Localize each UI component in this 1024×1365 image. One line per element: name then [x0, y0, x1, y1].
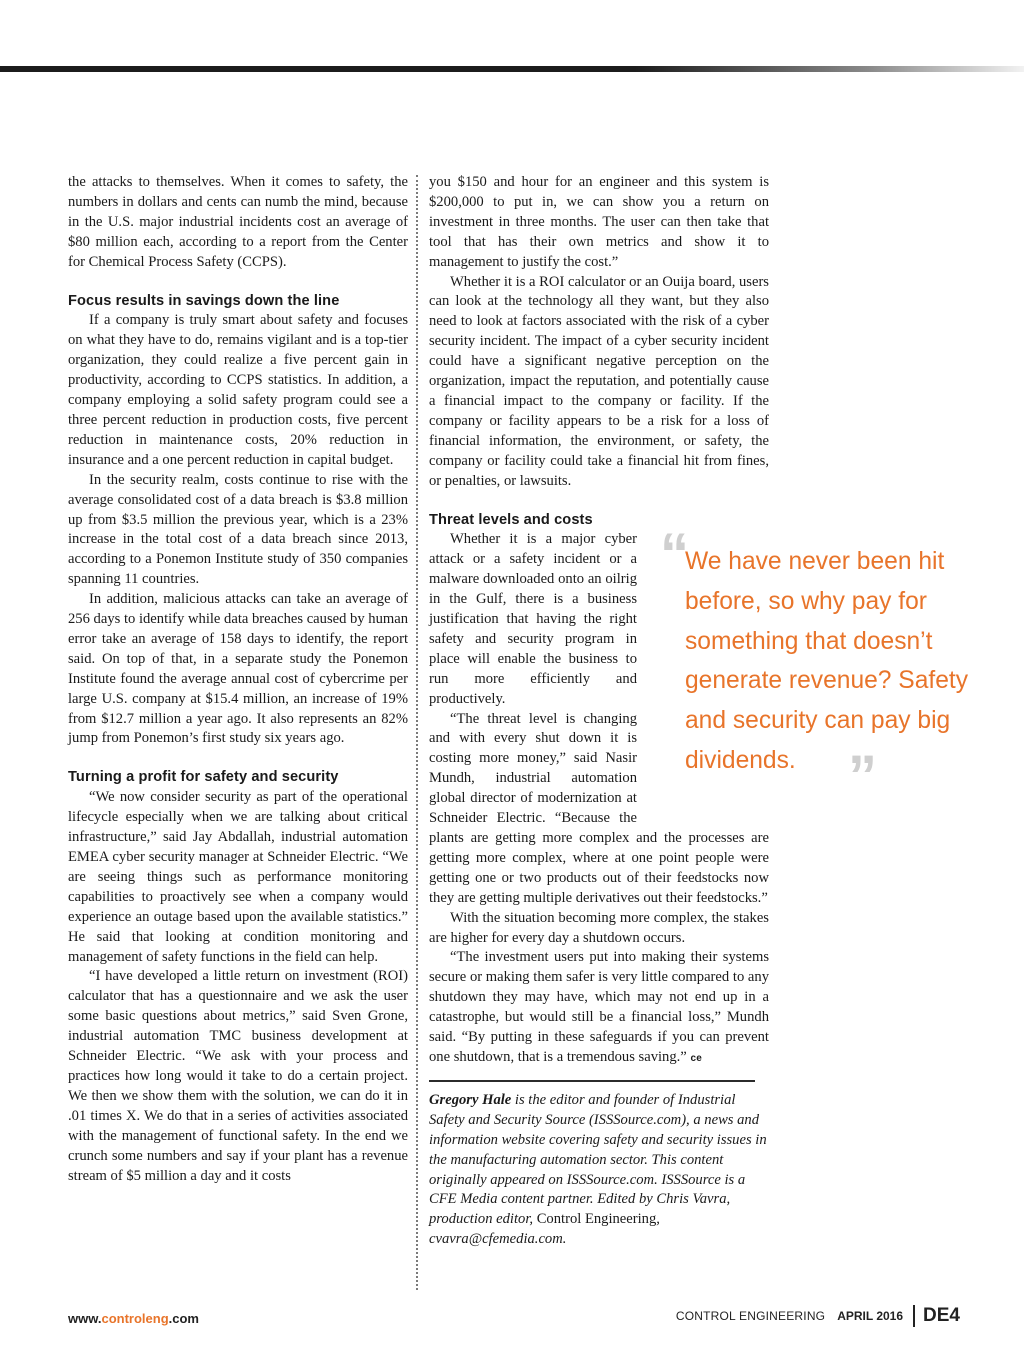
paragraph: In addition, malicious attacks can take an average of 256 days to identify while data breaches caused by human error take an average of 158 days to identify, the report said. On top of that, in a separate study the Ponemon Institute found the average annual cost of cybercrime per large U.S. company at $15.4 million, an increase of 19% from $12.7 million a year ago. It also represents an 82% jump from Ponemon’s first study six years ago. [68, 591, 409, 747]
paragraph-text: “The investment users put into making their systems secure or making them safer is very little compared to any shutdown they may have, which may not end up in a catastrophe, but would still be a financial loss,” Mundh said. “By putting in these safeguards if you can prevent one shutdown, that is a tremendous saving.” [429, 949, 769, 1065]
author-bio [429, 1091, 769, 1250]
close-quote-icon: ” [848, 744, 877, 809]
url-accent: controleng [101, 1311, 169, 1326]
bio-rule [429, 1080, 755, 1082]
footer-url[interactable] [68, 1311, 199, 1326]
bio-text: is the editor and founder of Industrial Safety and Security Source (ISSSource.com), a news and information website covering safety and security issues in the manufacturing automation sector. This content originally appeared on ISSSource.com. ISSSource is a CFE Media content partner. Edited by Chris Vavra, production editor, [429, 1091, 767, 1228]
bio-publication: Control Engineering [536, 1211, 657, 1228]
paragraph: Whether it is a ROI calculator or an Ouija board, users can look at the technology all they want, but they also need to look at factors associated with the risk of a cyber security incident. The impact of a cyber security incident could have a significant negative perception on the organization, impact the reputation, and potentially cause a financial impact to the company or facility. If the company or facility appears to be a risk for a loss of financial information, the environment, or safety, the company or facility could take a financial hit from fines, or penalties, or lawsuits. [429, 273, 769, 489]
section-heading: Turning a profit for safety and security [68, 769, 339, 786]
url-suffix: .com [168, 1311, 199, 1326]
url-prefix: www. [68, 1311, 102, 1326]
column-divider [416, 175, 418, 1290]
paragraph: In the security realm, costs continue to rise with the average consolidated cost of a data breach is $3.8 million up from $3.5 million the previous year, which is a 23% increase in the total cost of a data breach since 2013, according to a Ponemon Institute study of 350 companies spanning 11 countries. [68, 471, 408, 588]
paragraph: “The threat level is changing and with every shut down it is costing more money,” said Nasir Mundh, industrial automation global director of modernization at Schneider Electric. “Because the plants are getting more complex and the processes are getting more complex, where at one point people were getting one or two products out of their feedstocks now they are getting multiple derivatives out their feedstocks.” [429, 710, 769, 906]
paragraph: Whether it is a major cyber attack or a safety incident or a malware downloaded onto an oilrig in the Gulf, there is a business justification that having the right safety and security program in place will enable the business to run more efficiently and productively. [429, 531, 637, 707]
section-heading: Threat levels and costs [429, 511, 593, 528]
bio-email: , cvavra@cfemedia.com. [429, 1211, 660, 1248]
paragraph: “I have developed a little return on investment (ROI) calculator that has a questionnaire and we ask the user some basic questions about metrics,” said Sven Grone, industrial automation TMC business development at Schneider Electric. “We ask with your process and practices how long would it take to do a certain project. We then we show them with the solution, we can do it in .01 times X. We do that in a series of activities associated with the management of functional safety. In the end we crunch some numbers and say if your plant has a revenue stream of $5 million a day and it costs [68, 968, 408, 1184]
section-heading: Focus results in savings down the line [68, 292, 340, 309]
paragraph [429, 948, 769, 1068]
end-mark: ce [690, 1052, 703, 1064]
paragraph: With the situation becoming more complex, the stakes are higher for every day a shutdown occurs. [429, 909, 769, 946]
paragraph: you $150 and hour for an engineer and this system is $200,000 to put in, we can show you a return on investment in three months. The user can then take that tool that has their own metrics and show it to management to justify the cost.” [429, 174, 769, 270]
paragraph: If a company is truly smart about safety and focuses on what they have to do, remains vigilant and is a top-tier organization, they could realize a five percent gain in productivity, according to CCPS statistics. In addition, a company employing a solid safety program could see a three percent reduction in production costs, five percent reduction in maintenance costs, 20% reduction in insurance and a one percent reduction in capital budget. [68, 312, 408, 468]
top-rule [0, 66, 1024, 72]
page-number: DE4 [923, 1305, 960, 1326]
footer-folio [676, 1305, 960, 1327]
open-quote-icon: “ [660, 522, 689, 587]
author-name: Gregory Hale [429, 1091, 512, 1108]
folio-divider [913, 1305, 915, 1327]
article-column-left [68, 173, 408, 1186]
publication-name: CONTROL ENGINEERING [675, 1309, 826, 1323]
paragraph: “We now consider security as part of the operational lifecycle especially when we are talking about critical infrastructure,” said Jay Abdallah, industrial automation EMEA cyber security manager at Schneider Electric. “We are seeing things such as performance monitoring capabilities to proactively see when a company would experience an outage based upon the available statistics.” He said that looking at condition monitoring and management of safety functions in the field can help. [68, 789, 408, 965]
paragraph: the attacks to themselves. When it comes to safety, the numbers in dollars and cents can numb the mind, because in the U.S. major industrial incidents cost an average of $80 million each, according to a report from the Center for Chemical Process Safety (CCPS). [68, 174, 408, 270]
pull-quote: We have never been hit before, so why pay for something that doesn’t generate revenue? Safety and security can pay big dividends. [685, 548, 969, 774]
issue-date: APRIL 2016 [837, 1309, 904, 1323]
